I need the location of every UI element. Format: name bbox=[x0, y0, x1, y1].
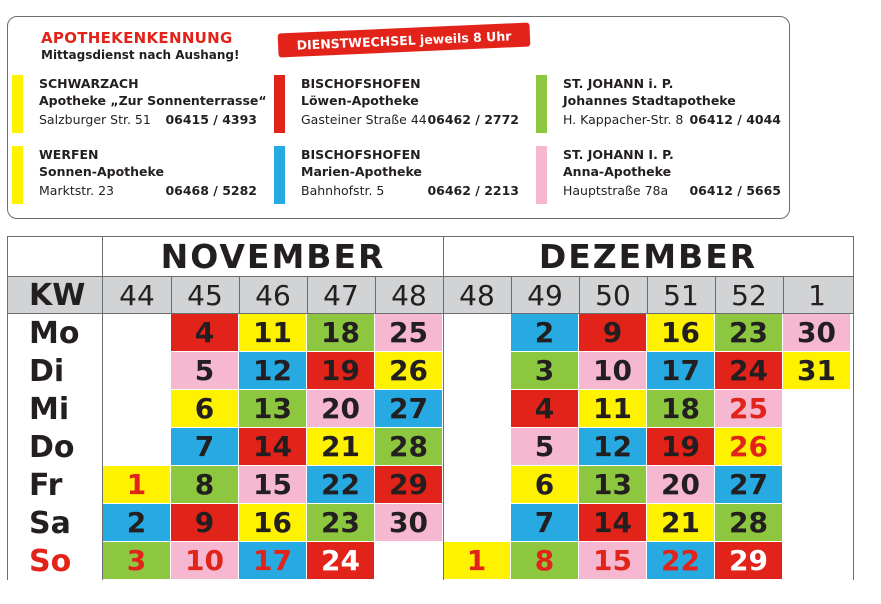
duty-day-cell: 16 bbox=[239, 504, 307, 542]
duty-day-cell: 7 bbox=[171, 428, 239, 466]
day-label: So bbox=[29, 543, 72, 579]
pharmacy-city: BISCHOFSHOFEN bbox=[301, 76, 421, 91]
color-key bbox=[274, 75, 285, 133]
duty-day-cell: 10 bbox=[171, 542, 239, 580]
pharmacy-phone: 06462 / 2213 bbox=[427, 183, 519, 198]
duty-day-cell: 23 bbox=[715, 314, 783, 352]
pharmacy-city: ST. JOHANN I. P. bbox=[563, 147, 674, 162]
pharmacy-address: Bahnhofstr. 5 bbox=[301, 183, 385, 198]
duty-day-cell: 23 bbox=[307, 504, 375, 542]
duty-day-cell: 29 bbox=[715, 542, 783, 580]
duty-day-cell: 13 bbox=[239, 390, 307, 428]
duty-day-cell: 15 bbox=[579, 542, 647, 580]
duty-day-cell: 12 bbox=[239, 352, 307, 390]
duty-day-cell: 25 bbox=[375, 314, 443, 352]
pharmacy-city: ST. JOHANN i. P. bbox=[563, 76, 674, 91]
week-number: 50 bbox=[595, 278, 631, 312]
duty-day-cell: 11 bbox=[579, 390, 647, 428]
duty-day-cell: 8 bbox=[511, 542, 579, 580]
week-number: 48 bbox=[459, 278, 495, 312]
duty-day-cell: 2 bbox=[511, 314, 579, 352]
color-key bbox=[274, 146, 285, 204]
pharmacy-name: Marien-Apotheke bbox=[301, 164, 422, 179]
pharmacy-entry bbox=[12, 75, 267, 133]
duty-day-cell: 28 bbox=[715, 504, 783, 542]
week-number: 52 bbox=[731, 278, 767, 312]
duty-day-cell: 26 bbox=[715, 428, 783, 466]
legend-box bbox=[7, 16, 790, 219]
grid-line bbox=[443, 236, 444, 580]
grid-line bbox=[715, 277, 716, 313]
pharmacy-phone: 06462 / 2772 bbox=[427, 112, 519, 127]
pharmacy-entry bbox=[536, 146, 781, 204]
pharmacy-address: Salzburger Str. 51 bbox=[39, 112, 151, 127]
pharmacy-entry bbox=[274, 75, 519, 133]
duty-day-cell: 6 bbox=[171, 390, 239, 428]
grid-line bbox=[647, 277, 648, 313]
pharmacy-address: Marktstr. 23 bbox=[39, 183, 114, 198]
pharmacy-entry bbox=[536, 75, 781, 133]
week-number: 44 bbox=[119, 278, 155, 312]
duty-day-cell: 4 bbox=[171, 314, 239, 352]
duty-day-cell: 21 bbox=[647, 504, 715, 542]
duty-day-cell: 30 bbox=[375, 504, 443, 542]
duty-day-cell: 17 bbox=[647, 352, 715, 390]
pharmacy-city: SCHWARZACH bbox=[39, 76, 139, 91]
shift-change-banner: DIENSTWECHSEL jeweils 8 Uhr bbox=[278, 23, 531, 58]
duty-day-cell: 11 bbox=[239, 314, 307, 352]
grid-line bbox=[511, 277, 512, 313]
day-label: Mi bbox=[29, 391, 70, 427]
duty-day-cell: 19 bbox=[307, 352, 375, 390]
duty-day-cell: 1 bbox=[103, 466, 171, 504]
duty-day-cell: 3 bbox=[103, 542, 171, 580]
duty-day-cell: 24 bbox=[307, 542, 375, 580]
duty-day-cell: 24 bbox=[715, 352, 783, 390]
duty-day-cell: 7 bbox=[511, 504, 579, 542]
pharmacy-phone: 06415 / 4393 bbox=[165, 112, 257, 127]
pharmacy-name: Löwen-Apotheke bbox=[301, 93, 419, 108]
duty-day-cell: 25 bbox=[715, 390, 783, 428]
week-number: 51 bbox=[663, 278, 699, 312]
duty-day-cell: 5 bbox=[171, 352, 239, 390]
legend-title: APOTHEKENKENNUNG bbox=[41, 29, 233, 47]
duty-day-cell: 17 bbox=[239, 542, 307, 580]
grid-line bbox=[7, 236, 8, 580]
duty-day-cell: 8 bbox=[171, 466, 239, 504]
grid-line bbox=[7, 313, 853, 314]
week-number: 48 bbox=[391, 278, 427, 312]
pharmacy-phone: 06412 / 5665 bbox=[689, 183, 781, 198]
week-number-row bbox=[7, 277, 853, 313]
pharmacy-city: BISCHOFSHOFEN bbox=[301, 147, 421, 162]
grid-line bbox=[853, 236, 854, 580]
week-number: 47 bbox=[323, 278, 359, 312]
duty-day-cell: 27 bbox=[375, 390, 443, 428]
duty-day-cell: 31 bbox=[783, 352, 851, 390]
kw-label: KW bbox=[29, 277, 86, 313]
duty-day-cell: 6 bbox=[511, 466, 579, 504]
grid-line bbox=[375, 277, 376, 313]
duty-day-cell: 29 bbox=[375, 466, 443, 504]
duty-day-cell: 12 bbox=[579, 428, 647, 466]
color-key bbox=[12, 146, 23, 204]
pharmacy-entry bbox=[12, 146, 257, 204]
duty-day-cell: 10 bbox=[579, 352, 647, 390]
duty-day-cell: 1 bbox=[443, 542, 511, 580]
duty-day-cell: 27 bbox=[715, 466, 783, 504]
pharmacy-name: Johannes Stadtapotheke bbox=[563, 93, 736, 108]
day-label: Fr bbox=[29, 467, 63, 503]
day-label: Sa bbox=[29, 505, 71, 541]
pharmacy-city: WERFEN bbox=[39, 147, 99, 162]
pharmacy-address: Gasteiner Straße 44 bbox=[301, 112, 427, 127]
color-key bbox=[536, 75, 547, 133]
grid-line bbox=[783, 277, 784, 313]
color-key bbox=[536, 146, 547, 204]
duty-day-cell: 21 bbox=[307, 428, 375, 466]
color-key bbox=[12, 75, 23, 133]
day-label: Di bbox=[29, 353, 65, 389]
duty-day-cell: 22 bbox=[647, 542, 715, 580]
pharmacy-name: Apotheke „Zur Sonnenterrasse“ bbox=[39, 93, 267, 108]
legend-subtitle: Mittagsdienst nach Aushang! bbox=[41, 48, 240, 62]
pharmacy-phone: 06412 / 4044 bbox=[689, 112, 781, 127]
week-number: 49 bbox=[527, 278, 563, 312]
grid-line bbox=[307, 277, 308, 313]
week-number: 45 bbox=[187, 278, 223, 312]
day-label: Do bbox=[29, 429, 75, 465]
week-number: 1 bbox=[808, 278, 826, 312]
duty-day-cell: 19 bbox=[647, 428, 715, 466]
pharmacy-address: Hauptstraße 78a bbox=[563, 183, 669, 198]
pharmacy-name: Anna-Apotheke bbox=[563, 164, 672, 179]
duty-day-cell: 20 bbox=[647, 466, 715, 504]
duty-day-cell: 20 bbox=[307, 390, 375, 428]
duty-day-cell: 18 bbox=[307, 314, 375, 352]
grid-line bbox=[239, 277, 240, 313]
grid-line bbox=[102, 236, 103, 580]
pharmacy-entry bbox=[274, 146, 519, 204]
duty-day-cell: 9 bbox=[171, 504, 239, 542]
duty-day-cell: 18 bbox=[647, 390, 715, 428]
week-number: 46 bbox=[255, 278, 291, 312]
duty-day-cell: 14 bbox=[579, 504, 647, 542]
duty-day-cell: 3 bbox=[511, 352, 579, 390]
pharmacy-name: Sonnen-Apotheke bbox=[39, 164, 164, 179]
duty-day-cell: 13 bbox=[579, 466, 647, 504]
duty-day-cell: 9 bbox=[579, 314, 647, 352]
month-december: DEZEMBER bbox=[538, 236, 758, 276]
duty-day-cell: 30 bbox=[783, 314, 851, 352]
month-november: NOVEMBER bbox=[160, 236, 386, 276]
duty-day-cell: 16 bbox=[647, 314, 715, 352]
duty-day-cell: 26 bbox=[375, 352, 443, 390]
duty-day-cell: 28 bbox=[375, 428, 443, 466]
pharmacy-address: H. Kappacher-Str. 8 bbox=[563, 112, 684, 127]
duty-day-cell: 15 bbox=[239, 466, 307, 504]
day-label: Mo bbox=[29, 315, 80, 351]
grid-line bbox=[171, 277, 172, 313]
duty-day-cell: 5 bbox=[511, 428, 579, 466]
duty-day-cell: 22 bbox=[307, 466, 375, 504]
duty-day-cell: 2 bbox=[103, 504, 171, 542]
grid-line bbox=[579, 277, 580, 313]
duty-day-cell: 14 bbox=[239, 428, 307, 466]
grid-line bbox=[7, 236, 853, 237]
pharmacy-phone: 06468 / 5282 bbox=[165, 183, 257, 198]
grid-line bbox=[7, 276, 853, 277]
duty-day-cell: 4 bbox=[511, 390, 579, 428]
